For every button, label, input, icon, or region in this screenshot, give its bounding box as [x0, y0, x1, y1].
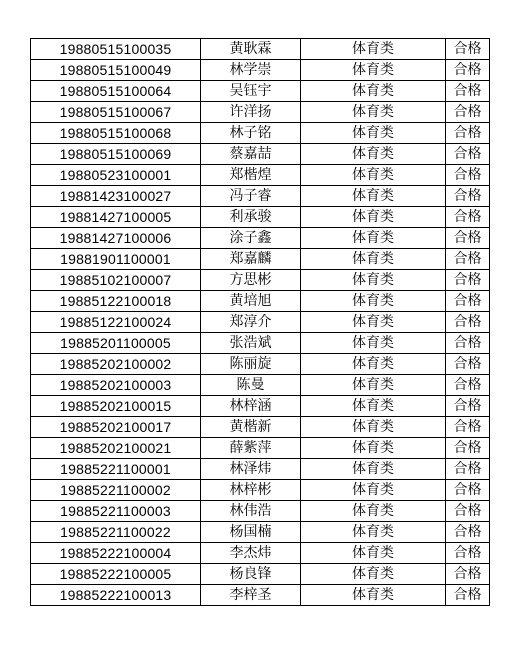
table-row: [31, 144, 490, 165]
candidate-id-cell: 19880523100001: [31, 165, 201, 186]
result-cell: 合格: [446, 102, 490, 123]
result-cell: 合格: [446, 165, 490, 186]
candidate-name-cell: 黄楷新: [201, 417, 301, 438]
candidate-id-cell: 19881423100027: [31, 186, 201, 207]
result-cell: 合格: [446, 438, 490, 459]
candidate-id-cell: 19885222100004: [31, 543, 201, 564]
candidate-name-cell: 林泽炜: [201, 459, 301, 480]
result-cell: 合格: [446, 333, 490, 354]
result-cell: 合格: [446, 249, 490, 270]
candidate-name-cell: 陈曼: [201, 375, 301, 396]
result-cell: 合格: [446, 291, 490, 312]
candidate-id-cell: 19885202100021: [31, 438, 201, 459]
category-cell: 体育类: [301, 522, 446, 543]
candidate-name-cell: 许洋扬: [201, 102, 301, 123]
table-row: [31, 165, 490, 186]
candidate-id-cell: 19885202100017: [31, 417, 201, 438]
table-row: [31, 207, 490, 228]
category-cell: 体育类: [301, 228, 446, 249]
table-row: [31, 480, 490, 501]
table-row: [31, 291, 490, 312]
table-row: [31, 228, 490, 249]
result-cell: 合格: [446, 459, 490, 480]
table-row: [31, 585, 490, 606]
table-row: [31, 81, 490, 102]
candidate-id-cell: 19881901100001: [31, 249, 201, 270]
table-row: [31, 354, 490, 375]
result-cell: 合格: [446, 417, 490, 438]
candidate-name-cell: 涂子鑫: [201, 228, 301, 249]
table-row: [31, 60, 490, 81]
table-row: [31, 417, 490, 438]
table-row: [31, 312, 490, 333]
result-cell: 合格: [446, 480, 490, 501]
candidate-name-cell: 杨国楠: [201, 522, 301, 543]
result-cell: 合格: [446, 123, 490, 144]
results-table-body: [31, 39, 490, 606]
table-row: [31, 459, 490, 480]
candidate-name-cell: 薛紫萍: [201, 438, 301, 459]
candidate-name-cell: 李梓圣: [201, 585, 301, 606]
candidate-id-cell: 19885201100005: [31, 333, 201, 354]
table-row: [31, 396, 490, 417]
candidate-id-cell: 19881427100006: [31, 228, 201, 249]
candidate-name-cell: 林学崇: [201, 60, 301, 81]
category-cell: 体育类: [301, 564, 446, 585]
candidate-id-cell: 19885221100003: [31, 501, 201, 522]
table-row: [31, 333, 490, 354]
result-cell: 合格: [446, 144, 490, 165]
category-cell: 体育类: [301, 291, 446, 312]
candidate-name-cell: 蔡嘉喆: [201, 144, 301, 165]
results-sheet: [30, 38, 489, 606]
candidate-name-cell: 利承骏: [201, 207, 301, 228]
table-row: [31, 564, 490, 585]
candidate-id-cell: 19885222100013: [31, 585, 201, 606]
result-cell: 合格: [446, 270, 490, 291]
candidate-id-cell: 19880515100064: [31, 81, 201, 102]
category-cell: 体育类: [301, 144, 446, 165]
category-cell: 体育类: [301, 543, 446, 564]
candidate-name-cell: 林伟浩: [201, 501, 301, 522]
candidate-name-cell: 郑楷煌: [201, 165, 301, 186]
category-cell: 体育类: [301, 60, 446, 81]
table-row: [31, 501, 490, 522]
candidate-id-cell: 19885221100002: [31, 480, 201, 501]
candidate-id-cell: 19880515100068: [31, 123, 201, 144]
category-cell: 体育类: [301, 396, 446, 417]
category-cell: 体育类: [301, 375, 446, 396]
candidate-id-cell: 19885202100015: [31, 396, 201, 417]
candidate-name-cell: 郑嘉麟: [201, 249, 301, 270]
category-cell: 体育类: [301, 480, 446, 501]
result-cell: 合格: [446, 312, 490, 333]
result-cell: 合格: [446, 207, 490, 228]
result-cell: 合格: [446, 186, 490, 207]
result-cell: 合格: [446, 501, 490, 522]
candidate-id-cell: 19885202100003: [31, 375, 201, 396]
candidate-name-cell: 陈丽旋: [201, 354, 301, 375]
results-table: [30, 38, 490, 606]
table-row: [31, 102, 490, 123]
table-row: [31, 438, 490, 459]
candidate-name-cell: 黄培旭: [201, 291, 301, 312]
result-cell: 合格: [446, 60, 490, 81]
candidate-id-cell: 19885122100024: [31, 312, 201, 333]
table-row: [31, 522, 490, 543]
candidate-id-cell: 19880515100069: [31, 144, 201, 165]
candidate-name-cell: 吴钰宇: [201, 81, 301, 102]
candidate-name-cell: 林梓涵: [201, 396, 301, 417]
category-cell: 体育类: [301, 207, 446, 228]
candidate-name-cell: 杨良锋: [201, 564, 301, 585]
category-cell: 体育类: [301, 333, 446, 354]
candidate-id-cell: 19880515100049: [31, 60, 201, 81]
category-cell: 体育类: [301, 312, 446, 333]
table-row: [31, 375, 490, 396]
category-cell: 体育类: [301, 438, 446, 459]
category-cell: 体育类: [301, 249, 446, 270]
candidate-name-cell: 李杰炜: [201, 543, 301, 564]
candidate-name-cell: 郑淳介: [201, 312, 301, 333]
category-cell: 体育类: [301, 81, 446, 102]
result-cell: 合格: [446, 39, 490, 60]
candidate-id-cell: 19881427100005: [31, 207, 201, 228]
category-cell: 体育类: [301, 501, 446, 522]
candidate-id-cell: 19880515100035: [31, 39, 201, 60]
category-cell: 体育类: [301, 102, 446, 123]
category-cell: 体育类: [301, 270, 446, 291]
result-cell: 合格: [446, 564, 490, 585]
result-cell: 合格: [446, 375, 490, 396]
category-cell: 体育类: [301, 585, 446, 606]
candidate-name-cell: 黄耿霖: [201, 39, 301, 60]
result-cell: 合格: [446, 543, 490, 564]
result-cell: 合格: [446, 354, 490, 375]
table-row: [31, 543, 490, 564]
candidate-id-cell: 19885202100002: [31, 354, 201, 375]
candidate-name-cell: 方思彬: [201, 270, 301, 291]
result-cell: 合格: [446, 81, 490, 102]
result-cell: 合格: [446, 585, 490, 606]
category-cell: 体育类: [301, 186, 446, 207]
table-row: [31, 249, 490, 270]
category-cell: 体育类: [301, 417, 446, 438]
table-row: [31, 186, 490, 207]
candidate-name-cell: 冯子睿: [201, 186, 301, 207]
candidate-id-cell: 19880515100067: [31, 102, 201, 123]
candidate-name-cell: 林梓彬: [201, 480, 301, 501]
candidate-id-cell: 19885221100001: [31, 459, 201, 480]
category-cell: 体育类: [301, 354, 446, 375]
table-row: [31, 123, 490, 144]
category-cell: 体育类: [301, 459, 446, 480]
category-cell: 体育类: [301, 165, 446, 186]
table-row: [31, 270, 490, 291]
candidate-id-cell: 19885102100007: [31, 270, 201, 291]
candidate-id-cell: 19885122100018: [31, 291, 201, 312]
candidate-id-cell: 19885222100005: [31, 564, 201, 585]
category-cell: 体育类: [301, 39, 446, 60]
candidate-id-cell: 19885221100022: [31, 522, 201, 543]
category-cell: 体育类: [301, 123, 446, 144]
result-cell: 合格: [446, 396, 490, 417]
result-cell: 合格: [446, 228, 490, 249]
candidate-name-cell: 张浩斌: [201, 333, 301, 354]
candidate-name-cell: 林子铭: [201, 123, 301, 144]
result-cell: 合格: [446, 522, 490, 543]
table-row: [31, 39, 490, 60]
